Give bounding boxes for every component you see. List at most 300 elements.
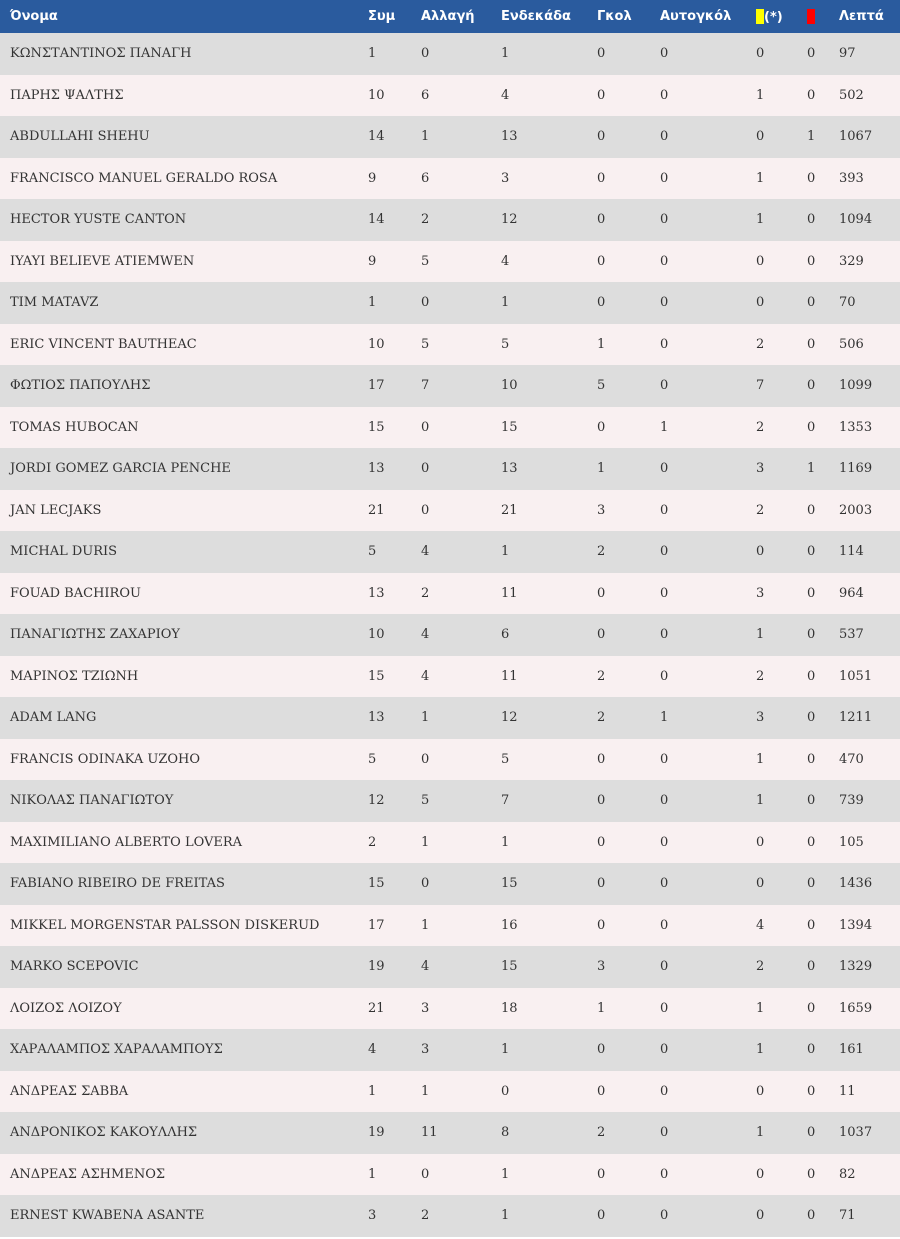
own-goals-cell: 0 — [660, 253, 669, 269]
player-name-cell[interactable]: ERIC VINCENT BAUTHEAC — [10, 336, 197, 352]
player-name-cell[interactable]: ΚΩΝΣΤΑΝΤΙΝΟΣ ΠΑΝΑΓΗ — [10, 46, 192, 62]
minutes-cell: 1211 — [839, 710, 873, 726]
red-card-icon — [807, 9, 815, 24]
table-row — [0, 863, 900, 905]
appearances-cell: 17 — [368, 378, 385, 394]
substitutions-cell: 0 — [421, 502, 430, 518]
goals-cell: 3 — [597, 502, 606, 518]
yellow-cards-cell: 1 — [756, 212, 765, 228]
minutes-cell: 1659 — [839, 1000, 873, 1016]
appearances-cell: 1 — [368, 1166, 377, 1182]
goals-cell: 0 — [597, 87, 606, 103]
starts-cell: 21 — [501, 502, 518, 518]
red-cards-cell: 0 — [807, 295, 816, 311]
minutes-cell: 739 — [839, 793, 864, 809]
player-name-cell[interactable]: ADAM LANG — [10, 710, 97, 726]
player-name-cell[interactable]: ΛΟΙΖΟΣ ΛΟΙΖΟΥ — [10, 1000, 122, 1016]
own-goals-cell: 0 — [660, 959, 669, 975]
appearances-cell: 10 — [368, 336, 385, 352]
starts-cell: 1 — [501, 1166, 510, 1182]
substitutions-cell: 0 — [421, 295, 430, 311]
red-cards-cell: 0 — [807, 502, 816, 518]
player-name-cell[interactable]: FRANCISCO MANUEL GERALDO ROSA — [10, 170, 278, 186]
starts-cell: 18 — [501, 1000, 518, 1016]
goals-cell: 1 — [597, 336, 606, 352]
starts-cell: 13 — [501, 129, 518, 145]
own-goals-cell: 0 — [660, 502, 669, 518]
red-cards-cell: 0 — [807, 170, 816, 186]
player-name-cell[interactable]: MIKKEL MORGENSTAR PALSSON DISKERUD — [10, 917, 320, 933]
appearances-cell: 21 — [368, 502, 385, 518]
red-cards-cell: 0 — [807, 378, 816, 394]
table-row — [0, 946, 900, 988]
minutes-cell: 1037 — [839, 1125, 873, 1141]
substitutions-cell: 4 — [421, 959, 430, 975]
yellow-cards-cell: 2 — [756, 668, 765, 684]
table-row — [0, 33, 900, 75]
minutes-cell: 97 — [839, 46, 856, 62]
starts-cell: 15 — [501, 419, 518, 435]
red-cards-cell: 0 — [807, 751, 816, 767]
table-row — [0, 1071, 900, 1113]
yellow-cards-cell: 0 — [756, 253, 765, 269]
goals-cell: 0 — [597, 295, 606, 311]
substitutions-cell: 1 — [421, 917, 430, 933]
minutes-cell: 1169 — [839, 461, 873, 477]
table-row — [0, 324, 900, 366]
red-cards-cell: 0 — [807, 87, 816, 103]
goals-cell: 2 — [597, 1125, 606, 1141]
appearances-cell: 5 — [368, 544, 377, 560]
substitutions-cell: 1 — [421, 129, 430, 145]
appearances-cell: 15 — [368, 876, 385, 892]
minutes-cell: 537 — [839, 627, 864, 643]
substitutions-cell: 5 — [421, 336, 430, 352]
appearances-cell: 14 — [368, 212, 385, 228]
yellow-cards-cell: 2 — [756, 959, 765, 975]
table-row — [0, 780, 900, 822]
own-goals-cell: 0 — [660, 461, 669, 477]
player-name-cell[interactable]: ΦΩΤΙΟΣ ΠΑΠΟΥΛΗΣ — [10, 378, 151, 394]
appearances-cell: 1 — [368, 1083, 377, 1099]
table-row — [0, 656, 900, 698]
appearances-cell: 15 — [368, 668, 385, 684]
header-substitutions[interactable]: Αλλαγή — [421, 9, 475, 24]
substitutions-cell: 2 — [421, 585, 430, 601]
goals-cell: 0 — [597, 834, 606, 850]
red-cards-cell: 0 — [807, 668, 816, 684]
own-goals-cell: 0 — [660, 295, 669, 311]
goals-cell: 3 — [597, 959, 606, 975]
red-cards-cell: 0 — [807, 793, 816, 809]
yellow-cards-cell: 1 — [756, 1125, 765, 1141]
player-name-cell[interactable]: JORDI GOMEZ GARCIA PENCHE — [10, 461, 231, 477]
appearances-cell: 21 — [368, 1000, 385, 1016]
minutes-cell: 161 — [839, 1042, 864, 1058]
starts-cell: 1 — [501, 1208, 510, 1224]
red-cards-cell: 0 — [807, 1083, 816, 1099]
starts-cell: 5 — [501, 336, 510, 352]
player-name-cell[interactable]: FRANCIS ODINAKA UZOHO — [10, 751, 201, 767]
substitutions-cell: 7 — [421, 378, 430, 394]
own-goals-cell: 0 — [660, 1166, 669, 1182]
red-cards-cell: 0 — [807, 544, 816, 560]
yellow-cards-cell: 1 — [756, 1000, 765, 1016]
appearances-cell: 4 — [368, 1042, 377, 1058]
goals-cell: 0 — [597, 46, 606, 62]
player-name-cell[interactable]: ΠΑΝΑΓΙΩΤΗΣ ΖΑΧΑΡΙΟΥ — [10, 627, 180, 643]
substitutions-cell: 1 — [421, 834, 430, 850]
table-row — [0, 448, 900, 490]
yellow-cards-cell: 0 — [756, 876, 765, 892]
own-goals-cell: 1 — [660, 710, 669, 726]
goals-cell: 5 — [597, 378, 606, 394]
own-goals-cell: 0 — [660, 1125, 669, 1141]
own-goals-cell: 0 — [660, 336, 669, 352]
player-name-cell[interactable]: ABDULLAHI SHEHU — [10, 129, 150, 145]
starts-cell: 15 — [501, 959, 518, 975]
player-name-cell[interactable]: ΑΝΔΡΕΑΣ ΑΣΗΜΕΝΟΣ — [10, 1166, 166, 1182]
red-cards-cell: 1 — [807, 129, 816, 145]
header-starts[interactable]: Ενδεκάδα — [501, 9, 571, 24]
starts-cell: 1 — [501, 295, 510, 311]
red-cards-cell: 0 — [807, 419, 816, 435]
header-own-goals[interactable]: Αυτογκόλ — [660, 9, 732, 24]
appearances-cell: 14 — [368, 129, 385, 145]
yellow-cards-cell: 0 — [756, 295, 765, 311]
table-row — [0, 739, 900, 781]
player-name-cell[interactable]: ΧΑΡΑΛΑΜΠΟΣ ΧΑΡΑΛΑΜΠΟΥΣ — [10, 1042, 223, 1058]
substitutions-cell: 11 — [421, 1125, 438, 1141]
appearances-cell: 15 — [368, 419, 385, 435]
yellow-cards-cell: 1 — [756, 627, 765, 643]
goals-cell: 0 — [597, 917, 606, 933]
player-name-cell[interactable]: ΝΙΚΟΛΑΣ ΠΑΝΑΓΙΩΤΟΥ — [10, 793, 174, 809]
own-goals-cell: 0 — [660, 876, 669, 892]
minutes-cell: 1067 — [839, 129, 873, 145]
starts-cell: 1 — [501, 544, 510, 560]
goals-cell: 0 — [597, 1166, 606, 1182]
substitutions-cell: 5 — [421, 253, 430, 269]
starts-cell: 5 — [501, 751, 510, 767]
starts-cell: 16 — [501, 917, 518, 933]
substitutions-cell: 6 — [421, 170, 430, 186]
header-name[interactable]: Όνομα — [10, 9, 58, 24]
header-row — [0, 0, 900, 33]
appearances-cell: 10 — [368, 627, 385, 643]
yellow-cards-cell: 0 — [756, 129, 765, 145]
player-name-cell[interactable]: ΑΝΔΡΟΝΙΚΟΣ ΚΑΚΟΥΛΛΗΣ — [10, 1125, 198, 1141]
red-cards-cell: 0 — [807, 1125, 816, 1141]
substitutions-cell: 1 — [421, 1083, 430, 1099]
appearances-cell: 12 — [368, 793, 385, 809]
appearances-cell: 9 — [368, 253, 377, 269]
red-cards-cell: 0 — [807, 959, 816, 975]
substitutions-cell: 3 — [421, 1042, 430, 1058]
header-goals[interactable]: Γκολ — [597, 9, 632, 24]
table-row — [0, 241, 900, 283]
table-row — [0, 199, 900, 241]
own-goals-cell: 0 — [660, 917, 669, 933]
player-name-cell[interactable]: TOMAS HUBOCAN — [10, 419, 139, 435]
minutes-cell: 1353 — [839, 419, 873, 435]
player-name-cell[interactable]: MICHAL DURIS — [10, 544, 118, 560]
substitutions-cell: 4 — [421, 668, 430, 684]
substitutions-cell: 0 — [421, 461, 430, 477]
yellow-cards-cell: 2 — [756, 336, 765, 352]
substitutions-cell: 4 — [421, 544, 430, 560]
yellow-cards-cell: 3 — [756, 710, 765, 726]
substitutions-cell: 6 — [421, 87, 430, 103]
player-name-cell[interactable]: MARKO SCEPOVIC — [10, 959, 139, 975]
red-cards-cell: 0 — [807, 253, 816, 269]
own-goals-cell: 0 — [660, 129, 669, 145]
table-row — [0, 1029, 900, 1071]
starts-cell: 12 — [501, 212, 518, 228]
player-name-cell[interactable]: FABIANO RIBEIRO DE FREITAS — [10, 876, 225, 892]
minutes-cell: 1329 — [839, 959, 873, 975]
goals-cell: 1 — [597, 461, 606, 477]
yellow-cards-cell: 3 — [756, 585, 765, 601]
player-name-cell[interactable]: IYAYI BELIEVE ATIEMWEN — [10, 253, 195, 269]
appearances-cell: 1 — [368, 46, 377, 62]
goals-cell: 0 — [597, 170, 606, 186]
red-cards-cell: 0 — [807, 336, 816, 352]
own-goals-cell: 1 — [660, 419, 669, 435]
own-goals-cell: 0 — [660, 627, 669, 643]
red-cards-cell: 0 — [807, 627, 816, 643]
yellow-cards-cell: 2 — [756, 502, 765, 518]
yellow-cards-cell: 0 — [756, 544, 765, 560]
minutes-cell: 105 — [839, 834, 864, 850]
own-goals-cell: 0 — [660, 793, 669, 809]
minutes-cell: 1436 — [839, 876, 873, 892]
yellow-cards-cell: 1 — [756, 170, 765, 186]
minutes-cell: 71 — [839, 1208, 856, 1224]
minutes-cell: 1094 — [839, 212, 873, 228]
yellow-cards-cell: 0 — [756, 834, 765, 850]
substitutions-cell: 0 — [421, 419, 430, 435]
player-name-cell[interactable]: FOUAD BACHIROU — [10, 585, 141, 601]
goals-cell: 0 — [597, 793, 606, 809]
minutes-cell: 502 — [839, 87, 864, 103]
minutes-cell: 470 — [839, 751, 864, 767]
table-row — [0, 1195, 900, 1237]
substitutions-cell: 5 — [421, 793, 430, 809]
appearances-cell: 13 — [368, 710, 385, 726]
starts-cell: 11 — [501, 668, 518, 684]
goals-cell: 0 — [597, 419, 606, 435]
table-row — [0, 365, 900, 407]
header-yellow-cards[interactable] — [746, 0, 797, 33]
table-row — [0, 1112, 900, 1154]
player-name-cell[interactable]: TIM MATAVZ — [10, 295, 99, 311]
red-cards-cell: 0 — [807, 1208, 816, 1224]
header-minutes[interactable]: Λεπτά — [839, 9, 884, 24]
yellow-card-icon — [756, 9, 764, 24]
own-goals-cell: 0 — [660, 1042, 669, 1058]
substitutions-cell: 4 — [421, 627, 430, 643]
header-red-cards[interactable] — [797, 0, 829, 33]
substitutions-cell: 0 — [421, 751, 430, 767]
substitutions-cell: 3 — [421, 1000, 430, 1016]
table-row — [0, 531, 900, 573]
goals-cell: 0 — [597, 1042, 606, 1058]
substitutions-cell: 0 — [421, 1166, 430, 1182]
appearances-cell: 19 — [368, 959, 385, 975]
starts-cell: 15 — [501, 876, 518, 892]
player-name-cell[interactable]: MAXIMILIANO ALBERTO LOVERA — [10, 834, 243, 850]
yellow-cards-cell: 1 — [756, 1042, 765, 1058]
goals-cell: 0 — [597, 1083, 606, 1099]
appearances-cell: 13 — [368, 461, 385, 477]
red-cards-cell: 0 — [807, 585, 816, 601]
player-name-cell[interactable]: ΠΑΡΗΣ ΨΑΛΤΗΣ — [10, 87, 124, 103]
own-goals-cell: 0 — [660, 834, 669, 850]
table-row — [0, 697, 900, 739]
table-row — [0, 282, 900, 324]
goals-cell: 0 — [597, 129, 606, 145]
yellow-cards-cell: 1 — [756, 751, 765, 767]
starts-cell: 13 — [501, 461, 518, 477]
minutes-cell: 70 — [839, 295, 856, 311]
appearances-cell: 1 — [368, 295, 377, 311]
goals-cell: 0 — [597, 627, 606, 643]
appearances-cell: 5 — [368, 751, 377, 767]
table-row — [0, 573, 900, 615]
starts-cell: 1 — [501, 834, 510, 850]
appearances-cell: 2 — [368, 834, 377, 850]
own-goals-cell: 0 — [660, 585, 669, 601]
starts-cell: 1 — [501, 1042, 510, 1058]
player-name-cell[interactable]: HECTOR YUSTE CANTON — [10, 212, 187, 228]
starts-cell: 12 — [501, 710, 518, 726]
substitutions-cell: 0 — [421, 46, 430, 62]
player-name-cell[interactable]: ΜΑΡΙΝΟΣ ΤΖΙΩΝΗ — [10, 668, 139, 684]
table-row — [0, 905, 900, 947]
yellow-cards-cell: 1 — [756, 87, 765, 103]
minutes-cell: 393 — [839, 170, 864, 186]
red-cards-cell: 1 — [807, 461, 816, 477]
goals-cell: 0 — [597, 212, 606, 228]
goals-cell: 2 — [597, 544, 606, 560]
goals-cell: 1 — [597, 1000, 606, 1016]
substitutions-cell: 0 — [421, 876, 430, 892]
red-cards-cell: 0 — [807, 834, 816, 850]
goals-cell: 0 — [597, 876, 606, 892]
own-goals-cell: 0 — [660, 46, 669, 62]
red-cards-cell: 0 — [807, 1166, 816, 1182]
appearances-cell: 10 — [368, 87, 385, 103]
table-body — [0, 33, 900, 1237]
own-goals-cell: 0 — [660, 1000, 669, 1016]
table-row — [0, 75, 900, 117]
starts-cell: 0 — [501, 1083, 510, 1099]
starts-cell: 7 — [501, 793, 510, 809]
goals-cell: 0 — [597, 585, 606, 601]
minutes-cell: 114 — [839, 544, 864, 560]
table-row — [0, 1154, 900, 1196]
table-row — [0, 407, 900, 449]
player-name-cell[interactable]: ERNEST KWABENA ASANTE — [10, 1208, 205, 1224]
minutes-cell: 1051 — [839, 668, 873, 684]
starts-cell: 4 — [501, 87, 510, 103]
table-row — [0, 822, 900, 864]
table-row — [0, 614, 900, 656]
appearances-cell: 19 — [368, 1125, 385, 1141]
yellow-cards-cell: 7 — [756, 378, 765, 394]
starts-cell: 10 — [501, 378, 518, 394]
starts-cell: 3 — [501, 170, 510, 186]
minutes-cell: 1394 — [839, 917, 873, 933]
red-cards-cell: 0 — [807, 876, 816, 892]
minutes-cell: 1099 — [839, 378, 873, 394]
yellow-cards-cell: 0 — [756, 1166, 765, 1182]
table-row — [0, 490, 900, 532]
red-cards-cell: 0 — [807, 1000, 816, 1016]
goals-cell: 0 — [597, 751, 606, 767]
own-goals-cell: 0 — [660, 1208, 669, 1224]
appearances-cell: 17 — [368, 917, 385, 933]
table-header — [0, 0, 900, 33]
goals-cell: 2 — [597, 668, 606, 684]
own-goals-cell: 0 — [660, 544, 669, 560]
own-goals-cell: 0 — [660, 1083, 669, 1099]
yellow-cards-cell: 3 — [756, 461, 765, 477]
yellow-cards-cell: 1 — [756, 793, 765, 809]
appearances-cell: 9 — [368, 170, 377, 186]
own-goals-cell: 0 — [660, 668, 669, 684]
substitutions-cell: 1 — [421, 710, 430, 726]
player-name-cell[interactable]: JAN LECJAKS — [10, 502, 102, 518]
own-goals-cell: 0 — [660, 378, 669, 394]
player-name-cell[interactable]: ΑΝΔΡΕΑΣ ΣΑΒΒΑ — [10, 1083, 129, 1099]
minutes-cell: 506 — [839, 336, 864, 352]
own-goals-cell: 0 — [660, 212, 669, 228]
yellow-cards-cell: 0 — [756, 1083, 765, 1099]
own-goals-cell: 0 — [660, 751, 669, 767]
goals-cell: 2 — [597, 710, 606, 726]
header-appearances[interactable]: Συμ — [368, 9, 396, 24]
starts-cell: 1 — [501, 46, 510, 62]
starts-cell: 4 — [501, 253, 510, 269]
starts-cell: 11 — [501, 585, 518, 601]
own-goals-cell: 0 — [660, 170, 669, 186]
minutes-cell: 11 — [839, 1083, 856, 1099]
yellow-cards-cell: 2 — [756, 419, 765, 435]
red-cards-cell: 0 — [807, 46, 816, 62]
own-goals-cell: 0 — [660, 87, 669, 103]
minutes-cell: 82 — [839, 1166, 856, 1182]
yellow-cards-cell: 0 — [756, 46, 765, 62]
table-row — [0, 116, 900, 158]
yellow-cards-cell: 4 — [756, 917, 765, 933]
red-cards-cell: 0 — [807, 212, 816, 228]
starts-cell: 8 — [501, 1125, 510, 1141]
red-cards-cell: 0 — [807, 710, 816, 726]
table-row — [0, 988, 900, 1030]
appearances-cell: 13 — [368, 585, 385, 601]
red-cards-cell: 0 — [807, 917, 816, 933]
goals-cell: 0 — [597, 253, 606, 269]
starts-cell: 6 — [501, 627, 510, 643]
minutes-cell: 2003 — [839, 502, 873, 518]
minutes-cell: 964 — [839, 585, 864, 601]
yellow-cards-cell: 0 — [756, 1208, 765, 1224]
goals-cell: 0 — [597, 1208, 606, 1224]
table-row — [0, 158, 900, 200]
yellow-card-suffix: (*) — [764, 9, 783, 25]
